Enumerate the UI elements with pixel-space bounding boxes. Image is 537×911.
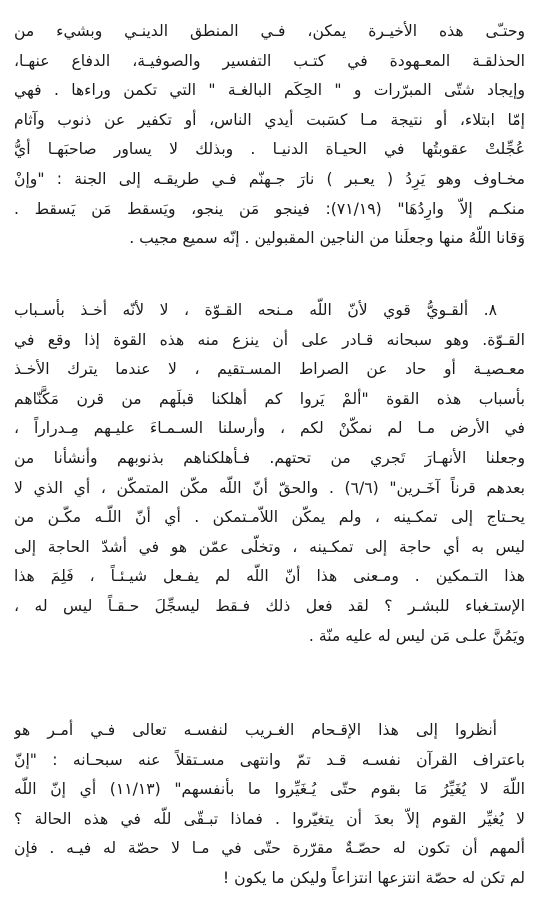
text-line: إمّا ابتلاء، أو نتيجة مـا كسَبت أيدي الناس، أو تكفير عن ذنوب وآثام [14,110,525,129]
text-line: وجعلنا الأنهـارَ تَجري من تحتهم. فـأهلكناهم بذنوبهم وأنشأنا من [14,448,525,467]
text-line: وحتـّى هذه الأخيـرة يمكن، فـي المنطق الدينـي وبشيء من [14,22,525,40]
text-line: وَقانا اللّهُ منها وجعلَنا من الناجين المقبولين . إنّه سميع مجيب . [129,229,525,248]
text-line: وإيجاد شتّى المبرّرات و " الحِكَم البالغـة " التي تكمن وراءها . فهي [14,81,525,100]
text-line: بأسباب هذه القوة "ألمْ يَروا كم أهلكنا قبلَهم من قرن مَكَّنّاهم [14,389,525,408]
text-line: ويَمُنَّ علـى مَن ليس له عليه منّة . [308,626,525,645]
text-line: لم تكن له حصّة انتزعها انتزاعاً وليكن ما يكون ! [222,868,525,887]
paragraph-2 [14,296,525,651]
text-line: يحـتاج إلى تمكـينه ، ولم يمكّن اللاّمـتمكن . أي أنّ اللّـه مكّـن من [14,508,525,527]
text-line: اللّهَ لا يُغَيِّرُ مَا بقوم حتّى يُـغَيِّروا ما بأنفسهم" (١١/١٣) أي إنّ اللّه [14,780,525,799]
text-line: باعتراف القرآن نفسـه قـد تمّ وانتهى مسـتقلاً عنه سبحـانه : "إنّ [14,750,525,769]
text-line: أنظروا إلى هذا الإقـحام الغـريب لنفسـه تعالى فـي أمـر هو [14,721,497,739]
text-line: في الأرض مـا لم نمكّنْ لكم ، وأرسلنا السـمـاءَ عليـهم مِـدراراً ، [14,419,525,438]
text-line: لا يُغيِّر القوم إلاّ بعدَ أن يتغيّروا . فماذا تبـقّى للّه في هذه الحالة ؟ [14,809,525,828]
text-line: الإستـغباء للبشـر ؟ لقد فعل ذلك فـقط ليسجِّلَ حـقـاً ليس له ، [14,596,525,615]
paragraph-1 [14,17,525,254]
text-line: هذا التـمكين . ومـعنى هذا أنّ اللّه لم يفـعل شيـئـاً ، فَلِمَ هذا [14,567,525,586]
text-line: عُجِّلتْ عقوبتُها في الحيـاة الدنيـا . وبذلك لا يساور صاحبَهـا أيُّ [14,140,525,159]
text-line: ألمهم أن تكون له حصّـةٌ مقرّرة حتّى في مـا لا حصّة له فيـه . فإن [14,839,525,858]
text-line: ٨. ألقـويُّ قوي لأنّ اللّه مـنحه القـوّة ، لا لأنّه أخـذ بأسـباب [14,301,497,319]
text-line: معـصيـة أو حاد عن الصراط المسـتقيم ، لا عندما يترك الأخـذ [14,360,525,379]
text-line: مخـاوف وهو يَرِدُ ( يعـبر ) نارَ جـهنّم فـي طريقـه إلى الجنة : "وإنْ [14,169,525,188]
text-line: منكـم إلاّ وارِدُهَا" (٧١/١٩): فينجو مَن ينجو، ويَسقط مَن يَسقط . [14,199,525,218]
text-line: بعدهم قرناً آخَـرين" (٦/٦) . والحقّ أنّ اللّه مكّن المتمكّن ، أي الذي لا [14,478,525,497]
text-line: القـوّة. وهو سبحانه قـادر على أن ينزع منه هذه القوة إذا وقع في [14,330,525,349]
text-line: الحذلقـة المعـهودة في كتـب التفسير والصوفيـة، الدفاع عنهـا، [14,51,525,70]
text-line: ليس به أي حاجة إلى تمكـينه ، وتخلّى عمّن هو في أشدّ الحاجة إلى [14,537,525,556]
paragraph-3 [14,716,525,894]
